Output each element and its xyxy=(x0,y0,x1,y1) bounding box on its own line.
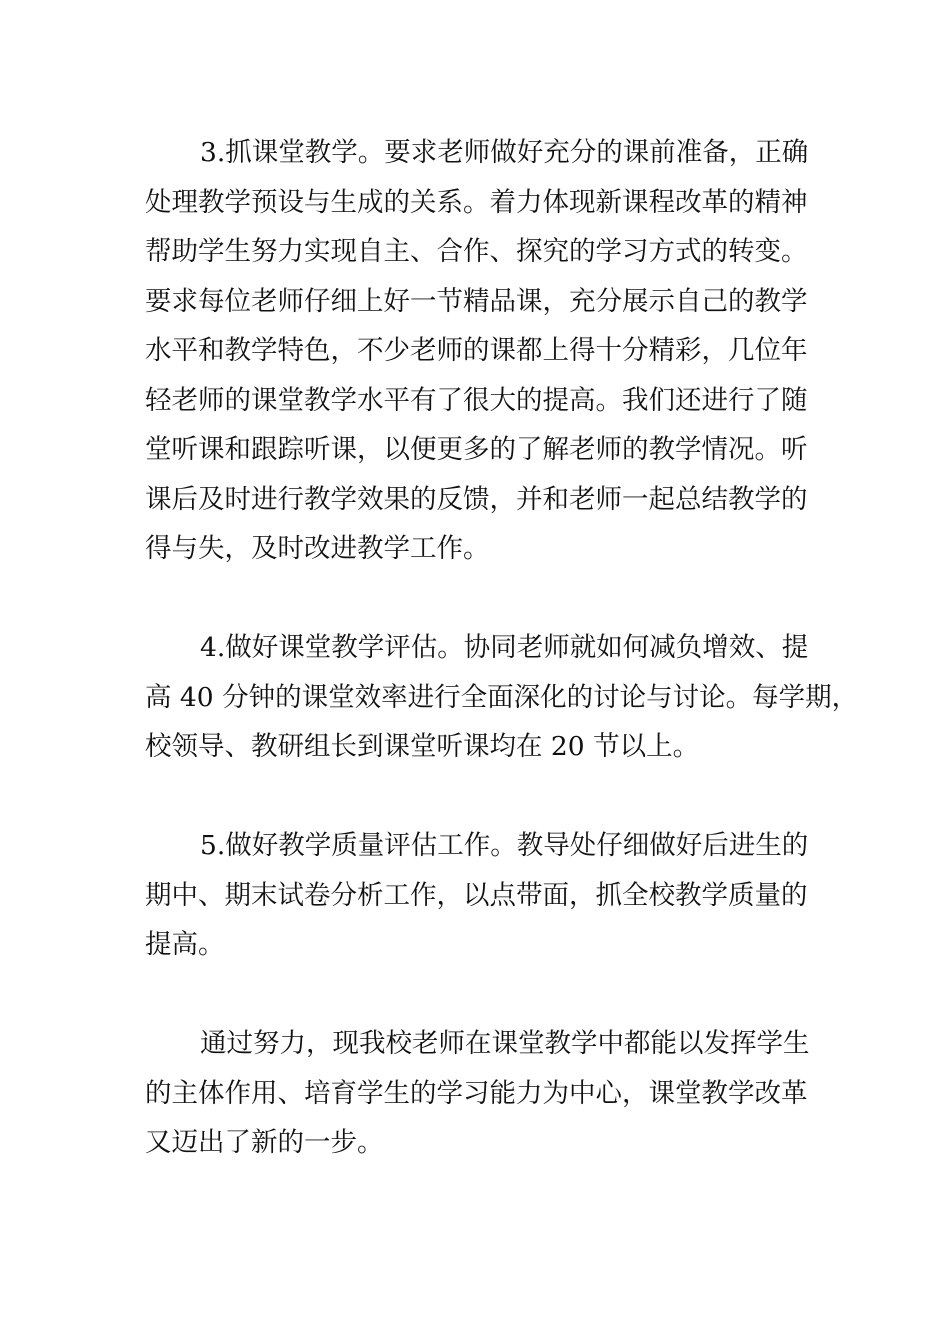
paragraph-4-teaching-evaluation xyxy=(145,623,859,772)
paragraph-line: 的主体作用、培育学生的学习能力为中心，课堂教学改革 xyxy=(145,1077,808,1109)
paragraph-line: 堂听课和跟踪听课，以便更多的了解老师的教学情况。听 xyxy=(145,434,808,465)
paragraph-line: 轻老师的课堂教学水平有了很大的提高。我们还进行了随 xyxy=(145,384,808,416)
paragraph-line: 课后及时进行教学效果的反馈，并和老师一起总结教学的 xyxy=(145,483,808,515)
paragraph-line: 4.做好课堂教学评估。协同老师就如何减负增效、提 xyxy=(200,632,809,663)
paragraph-5-quality-assessment xyxy=(145,821,815,970)
paragraph-line: 提高。 xyxy=(145,929,225,960)
paragraph-conclusion xyxy=(145,1019,815,1168)
paragraph-line: 要求每位老师仔细上好一节精品课，充分展示自己的教学 xyxy=(145,285,808,317)
paragraph-line: 处理教学预设与生成的关系。着力体现新课程改革的精神 xyxy=(145,186,808,218)
paragraph-line: 又迈出了新的一步。 xyxy=(145,1127,384,1158)
paragraph-line: 校领导、教研组长到课堂听课均在 20 节以上。 xyxy=(145,731,700,762)
paragraph-3-classroom-teaching xyxy=(145,128,815,574)
paragraph-line: 帮助学生努力实现自主、合作、探究的学习方式的转变。 xyxy=(145,236,808,267)
paragraph-line: 高 40 分钟的课堂效率进行全面深化的讨论与讨论。每学期， xyxy=(145,681,859,713)
paragraph-line: 5.做好教学质量评估工作。教导处仔细做好后进生的 xyxy=(200,830,809,861)
document-body xyxy=(145,128,859,1168)
paragraph-line: 3.抓课堂教学。要求老师做好充分的课前准备，正确 xyxy=(200,137,809,168)
paragraph-line: 通过努力，现我校老师在课堂教学中都能以发挥学生 xyxy=(200,1028,810,1059)
paragraph-line: 水平和教学特色，不少老师的课都上得十分精彩，几位年 xyxy=(145,335,808,366)
paragraph-line: 期中、期末试卷分析工作，以点带面，抓全校教学质量的 xyxy=(145,879,808,911)
paragraph-line: 得与失，及时改进教学工作。 xyxy=(145,533,490,564)
